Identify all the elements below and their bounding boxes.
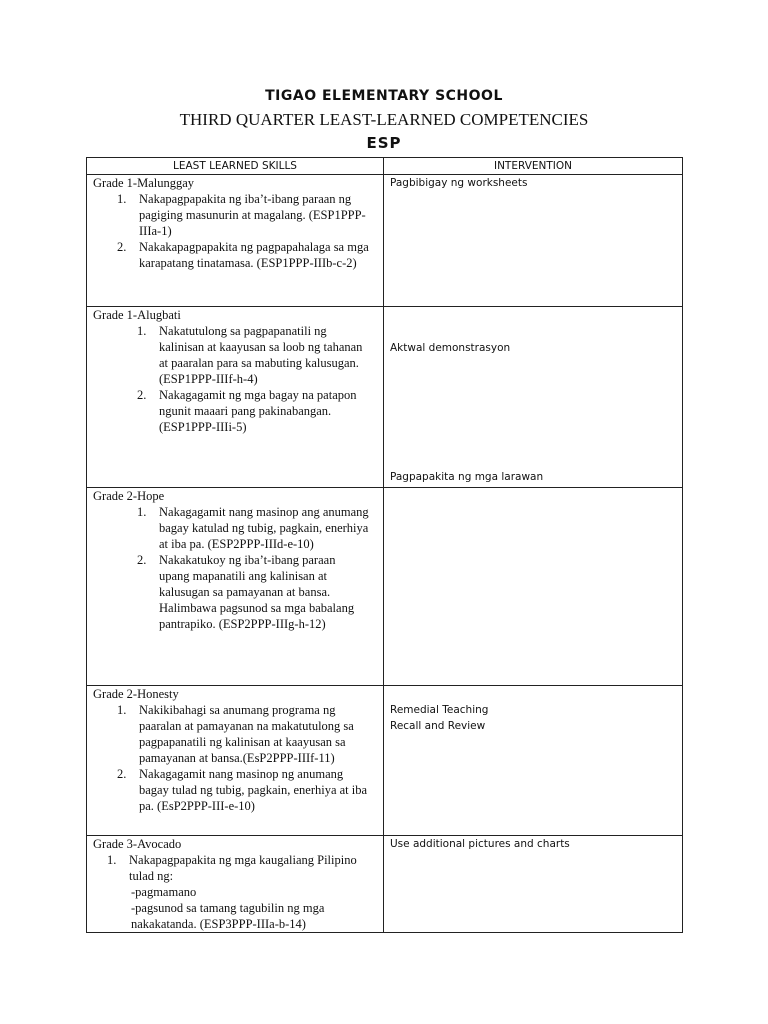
intervention-text: Remedial Teaching (390, 704, 489, 716)
skills-cell (87, 488, 384, 686)
skill-text: Nakapagpapakita ng iba’t-ibang paraan ng pagiging masunurin at magalang. (ESP1PPP-IIIa-1) (139, 192, 366, 238)
intervention-cell (384, 836, 683, 933)
table-header-row (87, 158, 683, 175)
skill-text: Nakagagamit nang masinop ng anumang bagay tulad ng tubig, pagkain, enerhiya at iba pa. (EsP2PPP-III-e-10) (139, 767, 368, 813)
table-row (87, 686, 683, 836)
skill-subitem: -pagsunod sa tamang tagubilin ng mga nakakatanda. (ESP3PPP-IIIa-b-14) (131, 901, 325, 931)
skills-list (87, 852, 383, 884)
column-header-skills: LEAST LEARNED SKILLS (87, 158, 384, 175)
school-name: TIGAO ELEMENTARY SCHOOL (265, 88, 503, 104)
skill-text: Nakakatukoy ng iba’t-ibang paraan upang mapanatili ang kalinisan at kalusugan sa pamayanan at bansa. Halimbawa pagsunod sa mga babalang pantrapiko. (ESP2PPP-IIIg-h-12) (159, 553, 355, 631)
list-item: 1. Nakatutulong sa pagpapanatili ng kalinisan at kaayusan sa loob ng tahanan at paaralan para sa mabuting kalusugan. (ESP1PPP-IIIf-h-4) (137, 324, 363, 386)
list-item: 1. Nakapagpapakita ng iba’t-ibang paraan ng pagiging masunurin at magalang. (ESP1PPP-IIIa-1) (117, 192, 366, 238)
column-header-intervention: INTERVENTION (384, 158, 683, 175)
table-row (87, 836, 683, 933)
list-item: 1. Nakapagpapakita ng mga kaugaliang Pilipino tulad ng: (107, 853, 357, 883)
grade-section: Grade 2-Hope (93, 489, 165, 503)
skills-cell (87, 686, 384, 836)
intervention-text: Recall and Review (390, 720, 486, 732)
list-item: 1. Nakagagamit nang masinop ang anumang bagay katulad ng tubig, pagkain, enerhiya at iba pa. (ESP2PPP-IIId-e-10) (137, 505, 369, 551)
skills-list (87, 191, 383, 271)
intervention-text: Use additional pictures and charts (390, 838, 570, 850)
intervention-text: Pagbibigay ng worksheets (390, 177, 528, 189)
skill-text: Nakakapagpapakita ng pagpapahalaga sa mga karapatang tinatamasa. (ESP1PPP-IIIb-c-2) (139, 240, 369, 270)
intervention-cell (384, 686, 683, 836)
grade-section: Grade 2-Honesty (93, 687, 179, 701)
intervention-text: Pagpapakita ng mga larawan (390, 471, 544, 483)
intervention-cell (384, 488, 683, 686)
list-item: 2. Nakakatukoy ng iba’t-ibang paraan upang mapanatili ang kalinisan at kalusugan sa pamayanan at bansa. Halimbawa pagsunod sa mga babalang pantrapiko. (ESP2PPP-IIIg-h-12) (137, 553, 355, 631)
list-item: 2. Nakagagamit ng mga bagay na patapon ngunit maaari pang pakinabangan. (ESP1PPP-IIIi-5) (137, 388, 357, 434)
skill-text: Nakikibahagi sa anumang programa ng paaralan at pamayanan na makatutulong sa pagpapanatili ng kalinisan at kaayusan sa pamayanan at bansa.(EsP2PPP-IIIf-11) (139, 703, 354, 765)
skills-cell (87, 307, 384, 488)
grade-section: Grade 1-Alugbati (93, 308, 181, 322)
list-item: 1. Nakikibahagi sa anumang programa ng paaralan at pamayanan na makatutulong sa pagpapanatili ng kalinisan at kaayusan sa pamayanan at bansa.(EsP2PPP-IIIf-11) (117, 703, 354, 765)
grade-section: Grade 1-Malunggay (93, 176, 195, 190)
skill-text: Nakapagpapakita ng mga kaugaliang Pilipino tulad ng: (129, 853, 357, 883)
competencies-table (86, 157, 683, 933)
skill-text: Nakagagamit nang masinop ang anumang bagay katulad ng tubig, pagkain, enerhiya at iba pa. (ESP2PPP-IIId-e-10) (159, 505, 369, 551)
intervention-cell (384, 175, 683, 307)
table-row (87, 488, 683, 686)
document-subtitle: THIRD QUARTER LEAST-LEARNED COMPETENCIES (179, 110, 589, 129)
list-item: 2. Nakagagamit nang masinop ng anumang bagay tulad ng tubig, pagkain, enerhiya at iba pa. (EsP2PPP-III-e-10) (117, 767, 368, 813)
skills-list (87, 702, 383, 814)
intervention-cell (384, 307, 683, 488)
intervention-text: Aktwal demonstrasyon (390, 342, 511, 354)
skill-text: Nakagagamit ng mga bagay na patapon ngunit maaari pang pakinabangan. (ESP1PPP-IIIi-5) (159, 388, 357, 434)
subject-title: ESP (366, 134, 402, 152)
skills-cell (87, 836, 384, 933)
skills-cell (87, 175, 384, 307)
skill-subitem: -pagmamano (131, 885, 197, 899)
list-item: 2. Nakakapagpapakita ng pagpapahalaga sa mga karapatang tinatamasa. (ESP1PPP-IIIb-c-2) (117, 240, 369, 270)
grade-section: Grade 3-Avocado (93, 837, 182, 851)
skill-text: Nakatutulong sa pagpapanatili ng kalinisan at kaayusan sa loob ng tahanan at paaralan para sa mabuting kalusugan. (ESP1PPP-IIIf-h-4) (159, 324, 363, 386)
skills-list (87, 504, 383, 632)
table-row (87, 307, 683, 488)
skills-list (87, 323, 383, 435)
table-row (87, 175, 683, 307)
